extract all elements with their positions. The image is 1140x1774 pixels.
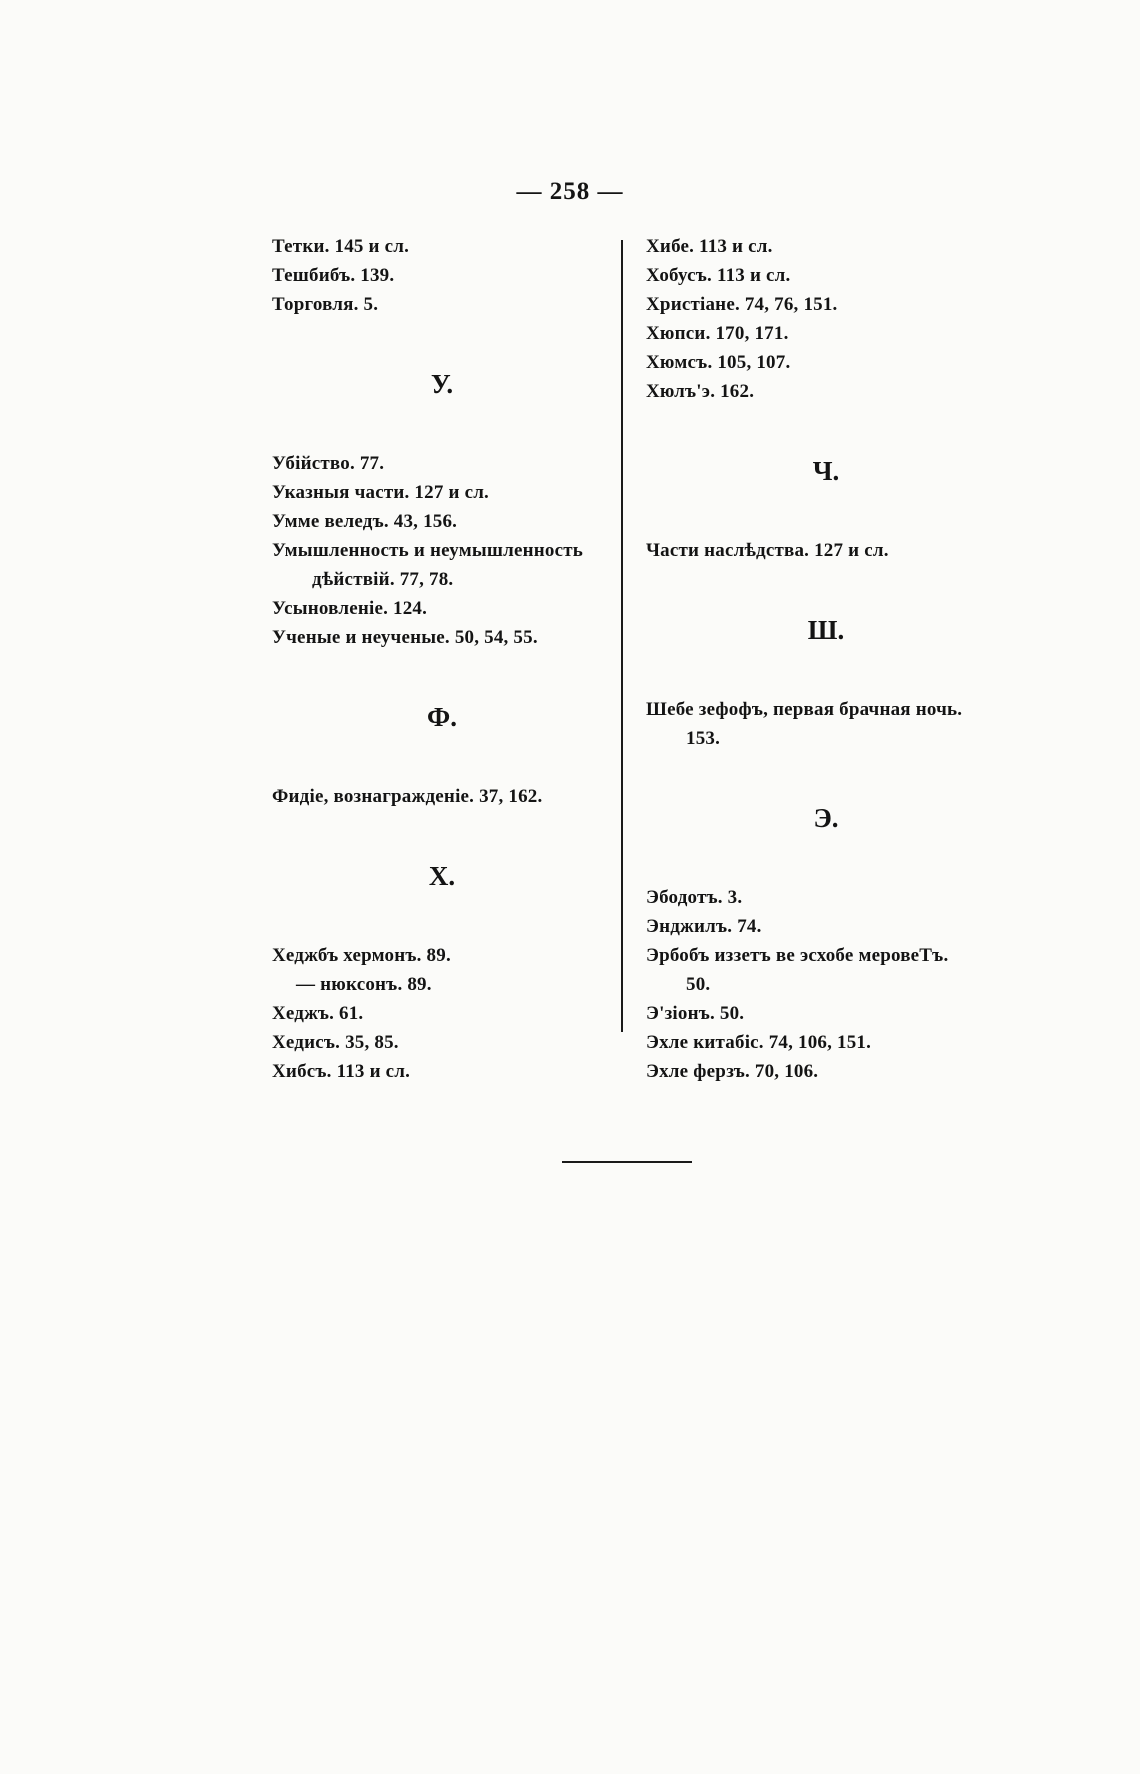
- index-entry: Христіане. 74, 76, 151.: [646, 294, 838, 315]
- index-entry: Хобусъ. 113 и сл.: [646, 265, 791, 286]
- page-number: — 258 —: [516, 178, 624, 205]
- section-letter: Ч.: [812, 456, 840, 486]
- index-entry: Энджилъ. 74.: [646, 916, 762, 937]
- index-entry: Хюпси. 170, 171.: [646, 323, 789, 344]
- section-letter: Х.: [428, 861, 456, 891]
- index-entry: Шебе зефофъ, первая брачная ночь.: [646, 699, 963, 720]
- section-letter: У.: [430, 369, 454, 399]
- end-rule: [562, 1161, 692, 1163]
- index-entry-continuation: 50.: [686, 974, 711, 995]
- index-entry: Эрбобъ иззетъ ве эсхобе меровеТъ.: [646, 945, 949, 966]
- index-entry: Умышленность и неумышленность: [272, 540, 584, 561]
- section-letter: Э.: [813, 803, 839, 833]
- index-column-right: [646, 232, 1006, 1086]
- index-entry: Тешбибъ. 139.: [272, 265, 395, 286]
- index-entry: Указныя части. 127 и сл.: [272, 482, 490, 503]
- index-entry: Убійство. 77.: [272, 453, 385, 474]
- index-entry-continuation: дѣйствій. 77, 78.: [312, 569, 454, 590]
- index-entry-continuation: — нюксонъ. 89.: [296, 974, 432, 995]
- index-entry: Хибсъ. 113 и сл.: [272, 1061, 411, 1082]
- index-entry: Хеджбъ хермонъ. 89.: [272, 945, 451, 966]
- index-entry: Усыновленіе. 124.: [272, 598, 428, 619]
- index-column-left: [272, 232, 612, 1086]
- index-entry: Эхле ферзъ. 70, 106.: [646, 1061, 819, 1082]
- index-entry: Торговля. 5.: [272, 294, 379, 315]
- index-entry: Э'зіонъ. 50.: [646, 1003, 745, 1024]
- section-letter: Ф.: [427, 702, 457, 732]
- index-entry-continuation: 153.: [686, 728, 721, 749]
- index-entry: Хеджъ. 61.: [272, 1003, 364, 1024]
- index-entry: Хюлъ'э. 162.: [646, 381, 755, 402]
- index-entry: Хедисъ. 35, 85.: [272, 1032, 399, 1053]
- index-entry: Тетки. 145 и сл.: [272, 236, 410, 257]
- index-entry: Ученые и неученые. 50, 54, 55.: [272, 627, 538, 648]
- index-entry: Хибе. 113 и сл.: [646, 236, 773, 257]
- index-entry: Умме веледъ. 43, 156.: [272, 511, 458, 532]
- index-entry: Фидіе, вознагражденіе. 37, 162.: [272, 786, 543, 807]
- section-letter: Ш.: [807, 615, 845, 645]
- column-divider: [621, 240, 623, 1032]
- index-entry: Части наслѣдства. 127 и сл.: [646, 540, 889, 561]
- index-entry: Хюмсъ. 105, 107.: [646, 352, 791, 373]
- index-entry: Эбодотъ. 3.: [646, 887, 743, 908]
- index-entry: Эхле китабіс. 74, 106, 151.: [646, 1032, 872, 1053]
